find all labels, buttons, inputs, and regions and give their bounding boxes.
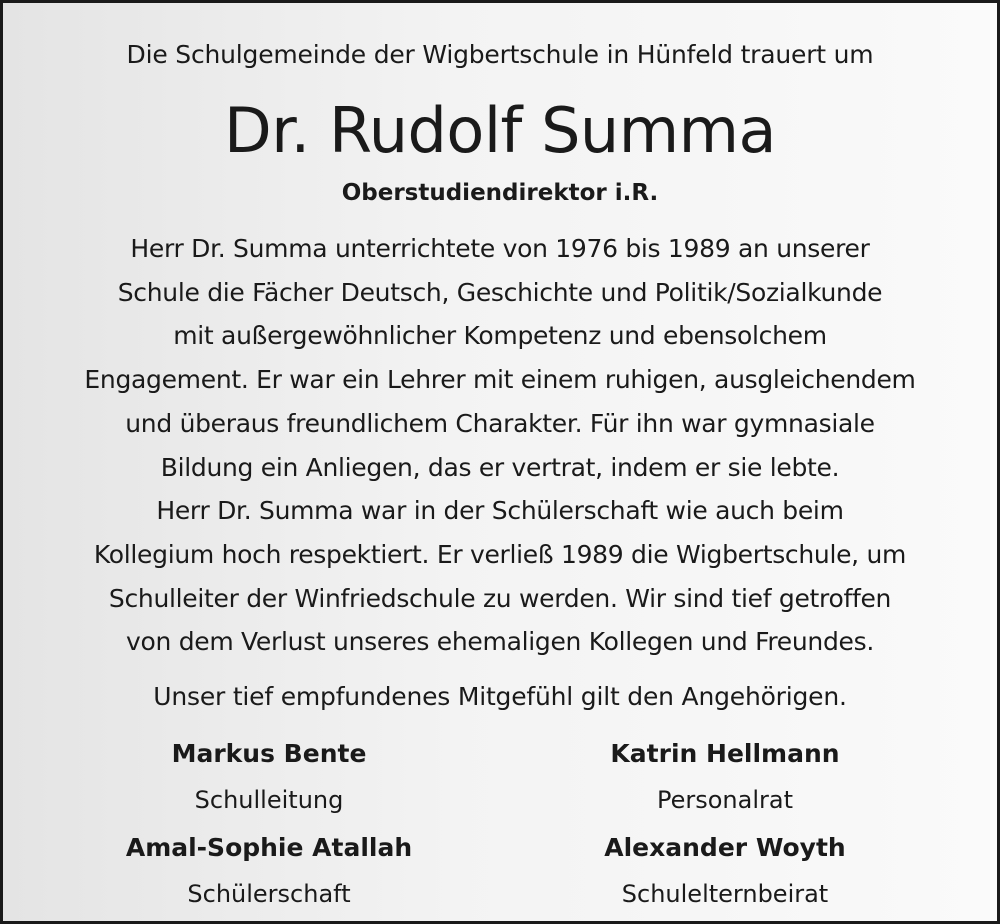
tribute-line: Kollegium hoch respektiert. Er verließ 1989 die Wigbertschule, um — [93, 539, 907, 569]
signatory-name: Amal-Sophie Atallah — [125, 833, 413, 862]
signatory-name: Katrin Hellmann — [610, 739, 840, 768]
tribute-line: Bildung ein Anliegen, das er vertrat, indem er sie lebte. — [160, 452, 840, 482]
tribute-line: und überaus freundlichem Charakter. Für ihn war gymnasiale — [125, 408, 875, 438]
signatory-staff-council — [515, 737, 935, 817]
signatory-student-body — [59, 831, 479, 911]
condolence-text: Unser tief empfundenes Mitgefühl gilt den Angehörigen. — [153, 682, 847, 711]
tribute-line: Schulleiter der Winfriedschule zu werden. Wir sind tief getroffen — [108, 583, 892, 613]
deceased-name: Dr. Rudolf Summa — [223, 94, 777, 167]
intro-text: Die Schulgemeinde der Wigbertschule in Hünfeld trauert um — [126, 40, 874, 69]
tribute-line: Herr Dr. Summa war in der Schülerschaft wie auch beim — [156, 496, 844, 526]
tribute-text — [23, 227, 977, 664]
tribute-line: Herr Dr. Summa unterrichtete von 1976 bis 1989 an unserer — [130, 234, 870, 263]
signatory-name: Alexander Woyth — [604, 833, 846, 862]
signatory-parents-council — [515, 831, 935, 911]
deceased-title: Oberstudiendirektor i.R. — [341, 180, 659, 206]
signatory-school-management — [59, 737, 479, 817]
tribute-line: von dem Verlust unseres ehemaligen Kollegen und Freundes. — [126, 627, 874, 657]
signatory-name: Markus Bente — [171, 739, 367, 768]
tribute-line: Engagement. Er war ein Lehrer mit einem ruhigen, ausgleichendem — [84, 365, 916, 395]
signatory-role: Schülerschaft — [187, 880, 351, 908]
tribute-line: mit außergewöhnlicher Kompetenz und ebensolchem — [173, 321, 827, 351]
signatory-role: Personalrat — [656, 786, 793, 814]
signatory-role: Schulleitung — [194, 786, 344, 814]
signatory-role: Schulelternbeirat — [621, 880, 829, 908]
tribute-line: Schule die Fächer Deutsch, Geschichte und Politik/Sozialkunde — [117, 277, 883, 307]
